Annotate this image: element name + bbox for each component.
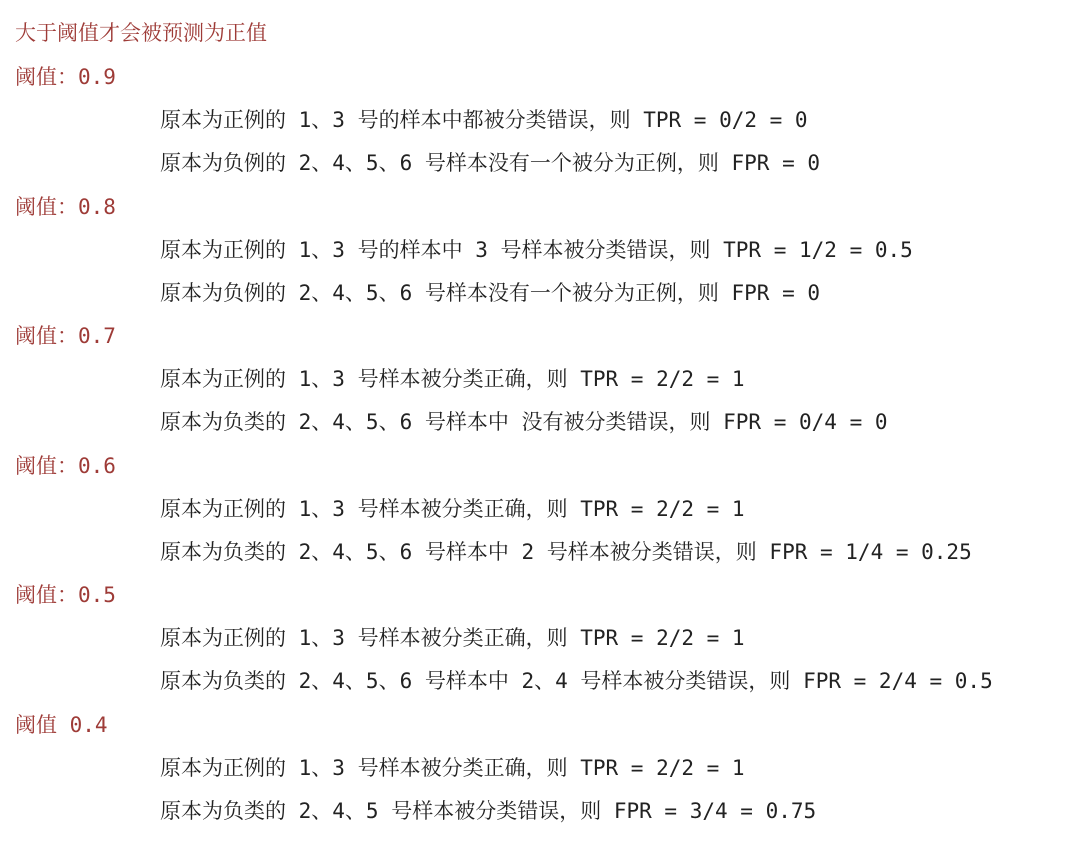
threshold-heading-0.9: 阈值：0.9 (15, 65, 116, 89)
tpr-line-0.4: 原本为正例的 1、3 号样本被分类正确，则 TPR = 2/2 = 1 (160, 756, 745, 780)
threshold-heading-0.8: 阈值：0.8 (15, 195, 116, 219)
fpr-line-0.4: 原本为负类的 2、4、5 号样本被分类错误，则 FPR = 3/4 = 0.75 (160, 799, 817, 823)
fpr-line-0.9: 原本为负例的 2、4、5、6 号样本没有一个被分为正例，则 FPR = 0 (160, 151, 821, 175)
threshold-heading-0.5: 阈值：0.5 (15, 583, 116, 607)
threshold-heading-0.7: 阈值：0.7 (15, 324, 116, 348)
tpr-line-0.9: 原本为正例的 1、3 号的样本中都被分类错误，则 TPR = 0/2 = 0 (160, 108, 808, 132)
threshold-heading-0.4: 阈值 0.4 (15, 713, 108, 737)
fpr-line-0.5: 原本为负类的 2、4、5、6 号样本中 2、4 号样本被分类错误，则 FPR = 2/4 = 0.5 (160, 669, 993, 693)
tpr-line-0.5: 原本为正例的 1、3 号样本被分类正确，则 TPR = 2/2 = 1 (160, 626, 745, 650)
tpr-line-0.8: 原本为正例的 1、3 号的样本中 3 号样本被分类错误，则 TPR = 1/2 = 0.5 (160, 238, 913, 262)
fpr-line-0.8: 原本为负例的 2、4、5、6 号样本没有一个被分为正例，则 FPR = 0 (160, 281, 821, 305)
fpr-line-0.7: 原本为负类的 2、4、5、6 号样本中 没有被分类错误，则 FPR = 0/4 = 0 (160, 410, 888, 434)
fpr-line-0.6: 原本为负类的 2、4、5、6 号样本中 2 号样本被分类错误，则 FPR = 1/4 = 0.25 (160, 540, 972, 564)
threshold-heading-0.6: 阈值：0.6 (15, 454, 116, 478)
tpr-line-0.6: 原本为正例的 1、3 号样本被分类正确，则 TPR = 2/2 = 1 (160, 497, 745, 521)
document-title: 大于阈值才会被预测为正值 (15, 21, 267, 45)
tpr-line-0.7: 原本为正例的 1、3 号样本被分类正确，则 TPR = 2/2 = 1 (160, 367, 745, 391)
